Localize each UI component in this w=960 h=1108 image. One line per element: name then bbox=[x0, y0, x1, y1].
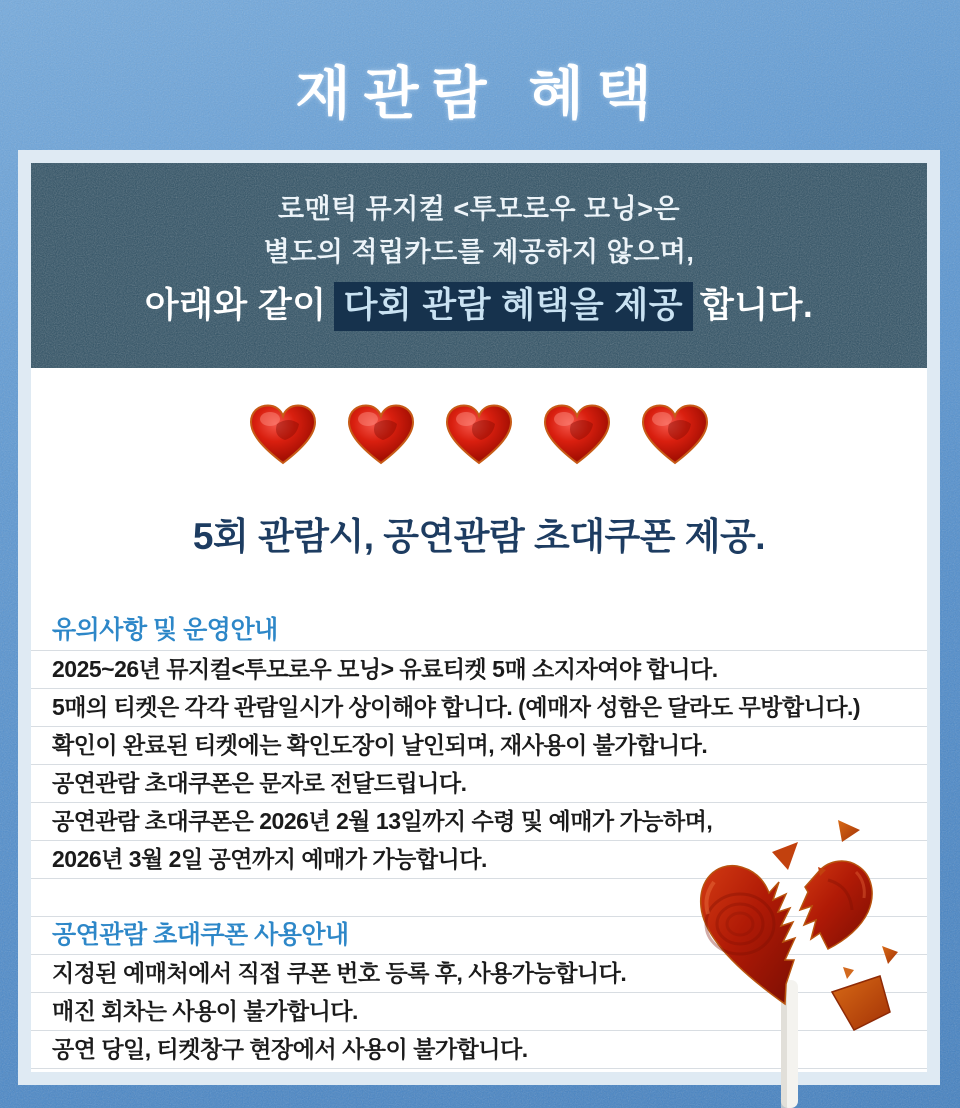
hero-line-3-prefix: 아래와 같이 bbox=[144, 286, 327, 325]
usage-item: 지정된 예매처에서 직접 쿠폰 번호 등록 후, 사용가능합니다. bbox=[52, 960, 627, 986]
heart-icon bbox=[443, 402, 515, 468]
benefit-text: 5회 관람시, 공연관람 초대쿠폰 제공. bbox=[192, 516, 766, 557]
notice-item: 2026년 3월 2일 공연까지 예매가 가능합니다. bbox=[52, 846, 487, 872]
info-card bbox=[18, 150, 940, 1085]
notice-section-heading: 유의사항 및 운영안내 bbox=[52, 616, 278, 644]
heart-icon bbox=[247, 402, 319, 468]
hero-text bbox=[31, 163, 927, 331]
hearts-row bbox=[31, 402, 927, 468]
notice-item: 공연관람 초대쿠폰은 문자로 전달드립니다. bbox=[52, 770, 467, 796]
usage-section-heading: 공연관람 초대쿠폰 사용안내 bbox=[52, 921, 349, 949]
hero-line-1: 로맨틱 뮤지컬 <투모로우 모닝>은 bbox=[277, 194, 681, 224]
hero-banner bbox=[31, 163, 927, 368]
notice-rows bbox=[31, 650, 927, 1072]
hero-line-2: 별도의 적립카드를 제공하지 않으며, bbox=[263, 237, 695, 267]
heart-icon bbox=[345, 402, 417, 468]
hero-line-3-suffix: 합니다. bbox=[700, 286, 814, 325]
hero-line-3 bbox=[31, 281, 927, 331]
usage-item: 공연 당일, 티켓창구 현장에서 사용이 불가합니다. bbox=[52, 1036, 528, 1062]
blank-row bbox=[31, 878, 927, 916]
hero-highlight: 다회 관람 혜택을 제공 bbox=[334, 282, 693, 331]
notice-item: 확인이 완료된 티켓에는 확인도장이 날인되며, 재사용이 불가합니다. bbox=[52, 732, 708, 758]
notice-item: 2025~26년 뮤지컬<투모로우 모닝> 유료티켓 5매 소지자여야 합니다. bbox=[52, 656, 718, 682]
notice-item: 공연관람 초대쿠폰은 2026년 2월 13일까지 수령 및 예매가 가능하며, bbox=[52, 808, 713, 834]
info-card-inner bbox=[31, 163, 927, 1072]
page-title: 재관람 혜택 bbox=[295, 62, 665, 126]
heart-icon bbox=[639, 402, 711, 468]
usage-item: 매진 회차는 사용이 불가합니다. bbox=[52, 998, 358, 1024]
heart-icon bbox=[541, 402, 613, 468]
notice-item: 5매의 티켓은 각각 관람일시가 상이해야 합니다. (예매자 성함은 달라도 무방합니다.) bbox=[52, 694, 861, 720]
